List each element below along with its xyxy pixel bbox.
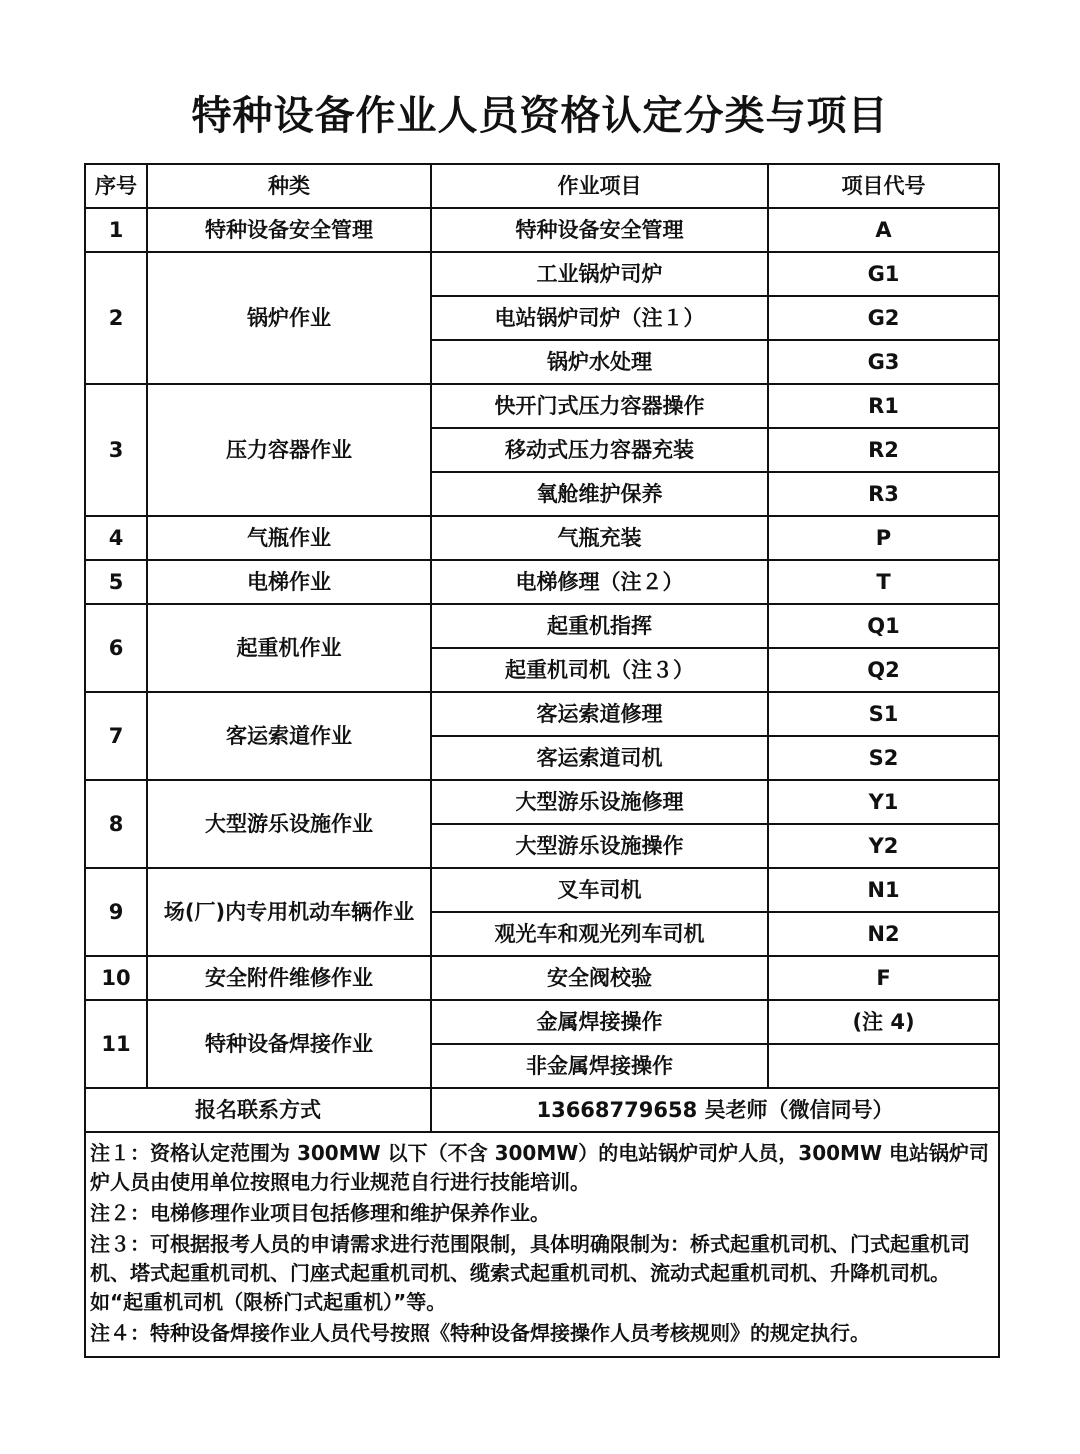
table-body — [85, 164, 999, 1357]
row-number: 7 — [85, 692, 147, 780]
item-cell: 起重机指挥 — [431, 604, 768, 648]
category-cell: 特种设备安全管理 — [147, 208, 431, 252]
table-row — [85, 252, 999, 296]
code-cell: R2 — [768, 428, 999, 472]
row-number: 10 — [85, 956, 147, 1000]
code-cell: N1 — [768, 868, 999, 912]
code-cell: Y1 — [768, 780, 999, 824]
item-cell: 锅炉水处理 — [431, 340, 768, 384]
code-cell: S1 — [768, 692, 999, 736]
table-row — [85, 560, 999, 604]
contact-row — [85, 1088, 999, 1132]
row-number: 1 — [85, 208, 147, 252]
table-row — [85, 516, 999, 560]
item-cell: 大型游乐设施修理 — [431, 780, 768, 824]
item-cell: 金属焊接操作 — [431, 1000, 768, 1044]
code-cell: G2 — [768, 296, 999, 340]
item-cell: 特种设备安全管理 — [431, 208, 768, 252]
code-cell: F — [768, 956, 999, 1000]
code-cell: N2 — [768, 912, 999, 956]
item-cell: 客运索道司机 — [431, 736, 768, 780]
header-item: 作业项目 — [431, 164, 768, 208]
code-cell: T — [768, 560, 999, 604]
note-4: 注４：特种设备焊接作业人员代号按照《特种设备焊接操作人员考核规则》的规定执行。 — [90, 1321, 870, 1345]
item-cell: 电梯修理（注２） — [431, 560, 768, 604]
header-no: 序号 — [85, 164, 147, 208]
table-row — [85, 604, 999, 648]
category-cell: 电梯作业 — [147, 560, 431, 604]
table-row — [85, 1000, 999, 1044]
code-cell: Q2 — [768, 648, 999, 692]
category-cell: 压力容器作业 — [147, 384, 431, 516]
row-number: 8 — [85, 780, 147, 868]
code-cell: R1 — [768, 384, 999, 428]
header-category: 种类 — [147, 164, 431, 208]
category-cell: 气瓶作业 — [147, 516, 431, 560]
page-title: 特种设备作业人员资格认定分类与项目 — [191, 93, 889, 139]
row-number: 2 — [85, 252, 147, 384]
category-cell: 安全附件维修作业 — [147, 956, 431, 1000]
code-cell: S2 — [768, 736, 999, 780]
row-number: 11 — [85, 1000, 147, 1088]
table-row — [85, 692, 999, 736]
item-cell: 移动式压力容器充装 — [431, 428, 768, 472]
code-cell: (注 4) — [768, 1000, 999, 1044]
category-cell: 客运索道作业 — [147, 692, 431, 780]
item-cell: 电站锅炉司炉（注１） — [431, 296, 768, 340]
table-row — [85, 208, 999, 252]
category-cell: 场(厂)内专用机动车辆作业 — [147, 868, 431, 956]
code-cell — [768, 1044, 999, 1088]
item-cell: 观光车和观光列车司机 — [431, 912, 768, 956]
table-row — [85, 956, 999, 1000]
item-cell: 大型游乐设施操作 — [431, 824, 768, 868]
note-1: 注１：资格认定范围为 300MW 以下（不含 300MW）的电站锅炉司炉人员，300MW 电站锅炉司炉人员由使用单位按照电力行业规范自行进行技能培训。 — [90, 1141, 989, 1194]
code-cell: G1 — [768, 252, 999, 296]
item-cell: 工业锅炉司炉 — [431, 252, 768, 296]
item-cell: 起重机司机（注３） — [431, 648, 768, 692]
category-cell: 锅炉作业 — [147, 252, 431, 384]
table-row — [85, 868, 999, 912]
row-number: 3 — [85, 384, 147, 516]
contact-value: 13668779658 吴老师（微信同号） — [431, 1088, 999, 1132]
table-row — [85, 384, 999, 428]
header-code: 项目代号 — [768, 164, 999, 208]
code-cell: G3 — [768, 340, 999, 384]
header-row — [85, 164, 999, 208]
category-cell: 起重机作业 — [147, 604, 431, 692]
row-number: 9 — [85, 868, 147, 956]
item-cell: 氧舱维护保养 — [431, 472, 768, 516]
item-cell: 快开门式压力容器操作 — [431, 384, 768, 428]
item-cell: 非金属焊接操作 — [431, 1044, 768, 1088]
category-cell: 大型游乐设施作业 — [147, 780, 431, 868]
item-cell: 叉车司机 — [431, 868, 768, 912]
item-cell: 客运索道修理 — [431, 692, 768, 736]
row-number: 4 — [85, 516, 147, 560]
row-number: 6 — [85, 604, 147, 692]
code-cell: Q1 — [768, 604, 999, 648]
row-number: 5 — [85, 560, 147, 604]
qualification-table — [84, 163, 1000, 1358]
code-cell: R3 — [768, 472, 999, 516]
note-2: 注２：电梯修理作业项目包括修理和维护保养作业。 — [90, 1201, 550, 1225]
item-cell: 安全阀校验 — [431, 956, 768, 1000]
item-cell: 气瓶充装 — [431, 516, 768, 560]
note-3: 注３：可根据报考人员的申请需求进行范围限制，具体明确限制为：桥式起重机司机、门式起重机司机、塔式起重机司机、门座式起重机司机、缆索式起重机司机、流动式起重机司机、升降机司机。如“起重机司机（限桥门式起重机）”等。 — [90, 1232, 970, 1314]
notes-cell — [85, 1132, 999, 1357]
code-cell: Y2 — [768, 824, 999, 868]
code-cell: A — [768, 208, 999, 252]
category-cell: 特种设备焊接作业 — [147, 1000, 431, 1088]
code-cell: P — [768, 516, 999, 560]
table-row — [85, 780, 999, 824]
contact-label: 报名联系方式 — [85, 1088, 431, 1132]
notes-row — [85, 1132, 999, 1357]
